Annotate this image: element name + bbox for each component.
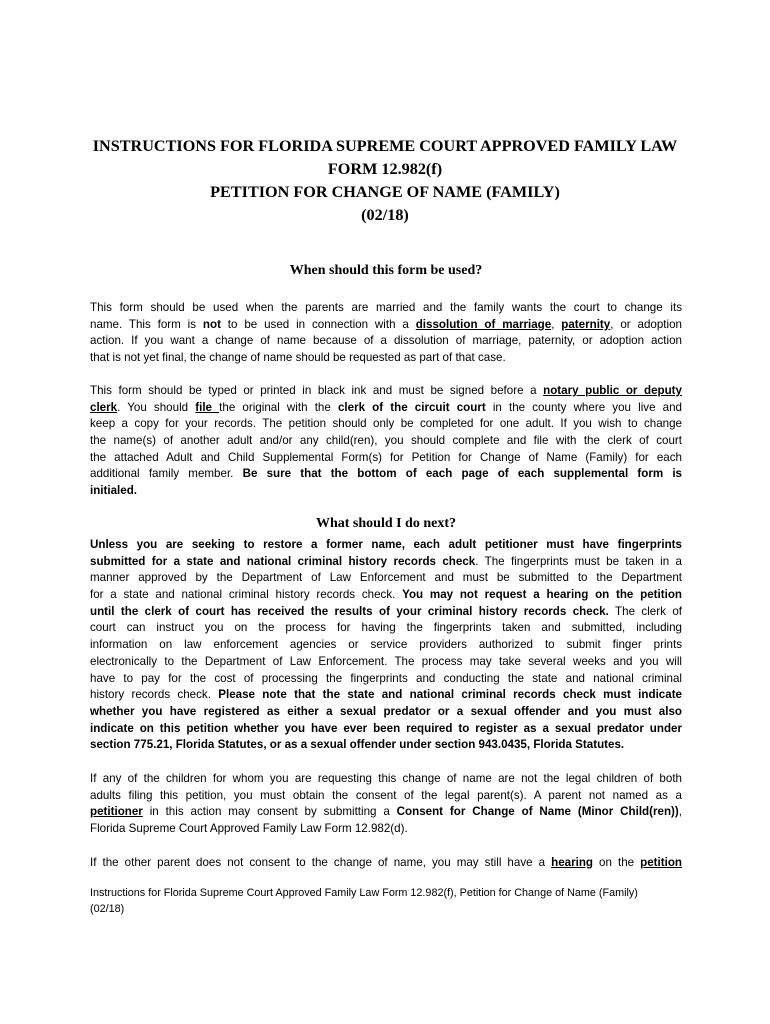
subtitle-line: PETITION FOR CHANGE OF NAME (FAMILY): [210, 183, 560, 201]
text-line: manner approved by the Department of Law Enforcement and must be submitted to the Department: [90, 571, 682, 585]
title-line: INSTRUCTIONS FOR FLORIDA SUPREME COURT APPROVED FAMILY LAW: [92, 137, 678, 155]
text-line: clerk. You should file the original with the clerk of the circuit court in the county where you live and: [90, 400, 682, 414]
text-line: name. This form is not to be used in connection with a dissolution of marriage, paternity, or adoption: [90, 317, 682, 331]
petition-link[interactable]: petition: [640, 856, 682, 869]
text-line: electronically to the Department of Law Enforcement. The process may take several weeks and you will: [90, 654, 682, 668]
text-line: indicate on this petition whether you have ever been required to register as a sexual predator under: [90, 721, 682, 735]
text-line: keep a copy for your records. The petition should only be completed for one adult. If you wish to change: [90, 417, 682, 431]
file-link[interactable]: file: [195, 400, 220, 414]
text-line: If any of the children for whom you are requesting this change of name are not the legal children of both: [90, 772, 682, 785]
page-title: [70, 135, 700, 227]
petitioner-link[interactable]: petitioner: [90, 805, 143, 819]
text-line: section 775.21, Florida Statutes, or as a sexual offender under section 943.0435, Florida Statutes.: [90, 738, 625, 752]
footer-line: Instructions for Florida Supreme Court Approved Family Law Form 12.982(f), Petition for Change of Name (Family): [90, 887, 638, 899]
text-line: that is not yet final, the change of name should be requested as part of that case.: [90, 351, 506, 365]
text-line: initialed.: [90, 484, 138, 498]
text-line: This form should be typed or printed in black ink and must be signed before a notary public or deputy: [90, 384, 682, 397]
text-line: the name(s) of another adult and/or any child(ren), you should complete and file with the clerk of court: [90, 434, 682, 448]
section-heading-next: What should I do next?: [315, 516, 457, 531]
hearing-link[interactable]: hearing: [551, 856, 593, 869]
section-heading-when: When should this form be used?: [289, 263, 483, 278]
text-line: for a state and national criminal history records check. You may not request a hearing on the petition: [90, 588, 682, 602]
dissolution-of-marriage-link[interactable]: dissolution of marriage: [415, 317, 552, 331]
text-line: Florida Supreme Court Approved Family Law Form 12.982(d).: [90, 822, 408, 836]
paragraph-consent: [90, 771, 682, 838]
text-line: the attached Adult and Child Supplemental Form(s) for Petition for Change of Name (Family) for each: [90, 450, 682, 464]
paragraph-filing: [90, 383, 682, 500]
paragraph-hearing: [90, 855, 682, 872]
text-line: adults filing this petition, you must obtain the consent of the legal parent(s). A parent not named as a: [90, 788, 682, 802]
text-line: information on law enforcement agencies or service providers authorized to submit finger prints: [90, 638, 682, 652]
text-line: This form should be used when the parents are married and the family wants the court to change its: [90, 301, 682, 314]
text-line: whether you have registered as either a sexual predator or a sexual offender and you must also: [90, 704, 682, 718]
text-line: petitioner in this action may consent by submitting a Consent for Change of Name (Minor Child(ren)),: [90, 805, 682, 819]
text-line: have to pay for the cost of processing the fingerprints and conducting the state and national criminal: [90, 671, 682, 685]
paternity-link[interactable]: paternity: [561, 317, 611, 331]
title-line: FORM 12.982(f): [327, 160, 443, 178]
text-line: until the clerk of court has received the results of your criminal history records check. The clerk of: [90, 604, 682, 618]
clerk-link[interactable]: clerk: [90, 400, 118, 414]
revision-date: (02/18): [361, 206, 409, 224]
text-line: court can instruct you on the process for having the fingerprints taken and submitted, including: [90, 621, 682, 635]
text-line: additional family member. Be sure that the bottom of each page of each supplemental form is: [90, 467, 682, 481]
text-line: submitted for a state and national criminal history records check. The fingerprints must be taken in a: [90, 554, 682, 568]
text-line: If the other parent does not consent to the change of name, you may still have a hearing on the petition: [90, 856, 682, 869]
paragraph-purpose: [90, 300, 682, 367]
paragraph-fingerprints: [90, 537, 682, 754]
page-footer: [90, 885, 690, 917]
text-line: action. If you want a change of name because of a dissolution of marriage, paternity, or adoption action: [90, 334, 682, 348]
footer-line: (02/18): [90, 903, 125, 915]
text-line: Unless you are seeking to restore a former name, each adult petitioner must have fingerprints: [90, 538, 682, 551]
notary-public-link[interactable]: notary public or deputy: [543, 384, 682, 397]
text-line: history records check. Please note that the state and national criminal records check must indicate: [90, 688, 682, 702]
